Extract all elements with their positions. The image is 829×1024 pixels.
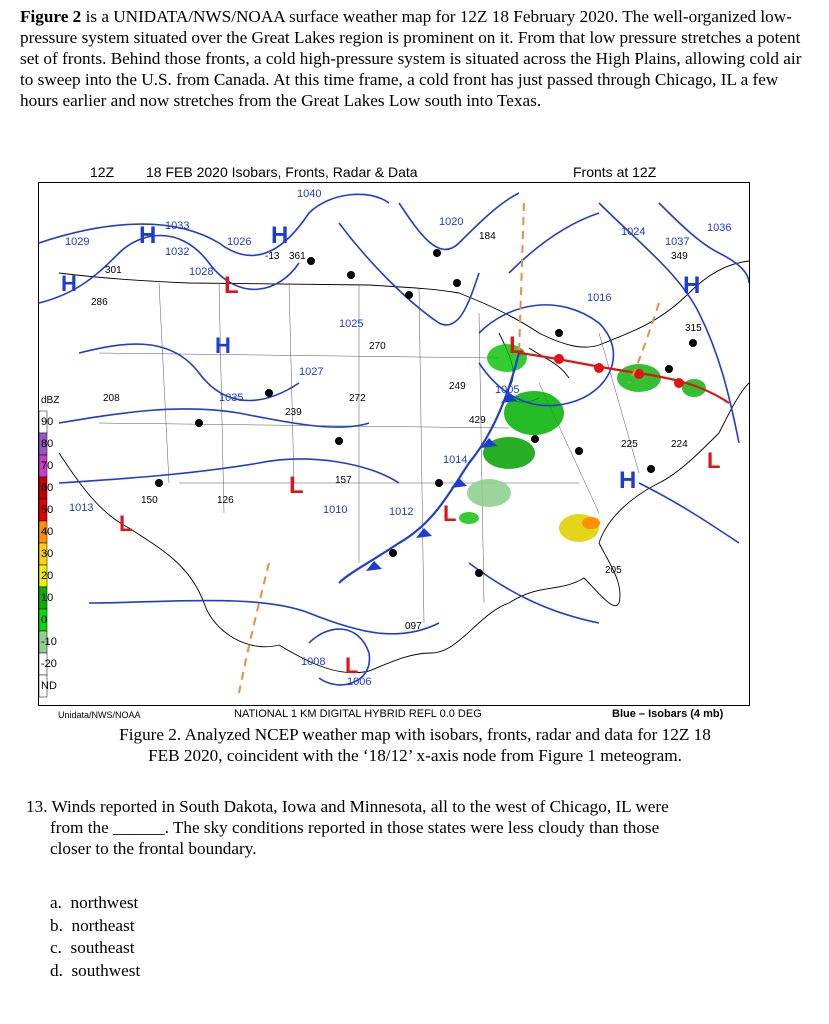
pressure-centers — [61, 222, 720, 678]
isobar-label: 1010 — [323, 504, 348, 516]
station-value: 315 — [685, 323, 702, 334]
map-footer — [38, 708, 786, 724]
low-center: L — [443, 501, 457, 526]
station-value: 097 — [405, 621, 422, 632]
station-value: 225 — [621, 439, 638, 450]
legend-value: 90 — [41, 416, 54, 428]
legend-value: -10 — [41, 636, 57, 648]
troughs — [239, 203, 659, 693]
legend-value: 30 — [41, 548, 54, 560]
station-value: 239 — [285, 407, 302, 418]
station-value: 301 — [105, 265, 122, 276]
high-center: H — [271, 222, 289, 249]
isobar-label: 1040 — [297, 188, 322, 200]
station-value: 361 — [289, 251, 306, 262]
map-svg — [39, 183, 749, 705]
caption-line-2: FEB 2020, coincident with the ‘18/12’ x-axis node from Figure 1 meteogram. — [148, 746, 682, 765]
low-center: L — [289, 472, 304, 499]
intro-lead: Figure 2 — [20, 7, 82, 26]
caption-line-1: Figure 2. Analyzed NCEP weather map with isobars, fronts, radar and data for 12Z 18 — [119, 725, 711, 744]
low-center: L — [345, 653, 359, 678]
station-value: -13 — [265, 251, 280, 262]
isobar-label: 1029 — [65, 236, 90, 248]
isobar-label: 1013 — [69, 502, 94, 514]
option-text: northwest — [70, 893, 139, 912]
legend-title: dBZ — [41, 395, 60, 406]
isobar-label: 1014 — [443, 454, 468, 466]
station-value: 286 — [91, 297, 108, 308]
map-frame — [38, 182, 750, 706]
isobar-label: 1008 — [301, 656, 326, 668]
map-footer-right: Blue – Isobars (4 mb) — [612, 708, 724, 720]
option-a[interactable] — [50, 892, 140, 915]
low-center: L — [707, 448, 721, 473]
station-value: 126 — [217, 495, 234, 506]
option-letter: a. — [50, 893, 62, 912]
station-value: 224 — [671, 439, 688, 450]
station-value: 249 — [449, 381, 466, 392]
station-value: 272 — [349, 393, 366, 404]
option-letter: d. — [50, 960, 63, 980]
low-center: L — [224, 272, 239, 299]
map-header-time: 12Z — [90, 164, 115, 180]
legend-value: 80 — [41, 438, 54, 450]
map-footer-left: Unidata/NWS/NOAA — [58, 710, 141, 720]
option-letter: c. — [50, 938, 62, 957]
low-center: L — [509, 332, 524, 359]
legend-value: 70 — [41, 460, 54, 472]
station-value: 157 — [335, 475, 352, 486]
isobar-label: 1005 — [495, 384, 520, 396]
dbz-legend — [39, 395, 59, 697]
isobar-label: 1033 — [165, 220, 190, 232]
low-center: L — [119, 511, 133, 536]
isobar-label: 1037 — [665, 236, 690, 248]
option-text: southeast — [70, 938, 135, 957]
option-text: southwest — [71, 960, 141, 980]
isobar-label: 1024 — [621, 226, 646, 238]
radar-echoes — [459, 344, 706, 542]
isobar-label: 1032 — [165, 246, 190, 258]
question-line-1: 13. Winds reported in South Dakota, Iowa and Minnesota, all to the west of Chicago, IL were — [26, 797, 669, 816]
high-center: H — [619, 467, 637, 494]
coastlines — [59, 261, 749, 673]
figure-caption — [20, 724, 810, 766]
high-center: H — [139, 222, 157, 249]
legend-value: 40 — [41, 526, 54, 538]
isobar-label: 1012 — [389, 506, 414, 518]
legend-value: 0 — [41, 614, 48, 626]
isobar-label: 1016 — [587, 292, 612, 304]
isobar-label: 1026 — [227, 236, 252, 248]
station-value: 184 — [479, 231, 496, 242]
station-value: 270 — [369, 341, 386, 352]
answer-options — [50, 892, 140, 982]
isobar-label: 1027 — [299, 366, 324, 378]
isobar-label: 1025 — [339, 318, 364, 330]
isobar-label: 1020 — [439, 216, 464, 228]
option-letter: b. — [50, 915, 63, 935]
station-value: 429 — [469, 415, 486, 426]
option-b[interactable] — [50, 915, 140, 938]
option-text: northeast — [71, 915, 135, 935]
isobar-label: 1035 — [219, 392, 244, 404]
map-header-title: 18 FEB 2020 Isobars, Fronts, Radar & Data — [146, 164, 418, 180]
isobar-label: 1028 — [189, 266, 214, 278]
weather-map-figure — [38, 162, 786, 722]
intro-paragraph — [20, 6, 810, 111]
isobar-label: 1036 — [707, 222, 732, 234]
option-c[interactable] — [50, 937, 140, 960]
station-value: 208 — [103, 393, 120, 404]
legend-value: ND — [41, 680, 57, 692]
isobar-labels — [65, 188, 731, 688]
legend-value: -20 — [41, 658, 57, 670]
map-footer-center: NATIONAL 1 KM DIGITAL HYBRID REFL 0.0 DEG — [234, 708, 482, 720]
question-line-2: from the ______. The sky conditions reported in those states were less cloudy than those — [50, 818, 660, 837]
isobar-label: 1006 — [347, 676, 372, 688]
legend-value: 50 — [41, 504, 54, 516]
high-center: H — [683, 272, 701, 299]
isobars — [39, 193, 749, 685]
station-value: 205 — [605, 565, 622, 576]
question-13 — [26, 796, 806, 859]
intro-text: is a UNIDATA/NWS/NOAA surface weather map for 12Z 18 February 2020. The well-organized low-pressure system situated over the Great Lakes region is prominent on it. From that low pressure stretches a potent set of fronts. Behind those fronts, a cold high-pressure system is situated across the High Plains, allowing cold air to sweep into the U.S. from Canada. At this time frame, a cold front has just passed through Chicago, IL a few hours earlier and now stretches from the Great Lakes Low south into Texas. — [20, 7, 802, 110]
map-header — [38, 162, 786, 184]
option-d[interactable] — [50, 960, 140, 983]
question-line-3: closer to the frontal boundary. — [50, 839, 257, 858]
map-header-right: Fronts at 12Z — [573, 164, 657, 180]
station-value: 150 — [141, 495, 158, 506]
legend-value: 20 — [41, 570, 54, 582]
high-center: H — [61, 271, 77, 296]
high-center: H — [215, 333, 231, 358]
station-value: 349 — [671, 251, 688, 262]
legend-value: 10 — [41, 592, 54, 604]
legend-value: 60 — [41, 482, 54, 494]
